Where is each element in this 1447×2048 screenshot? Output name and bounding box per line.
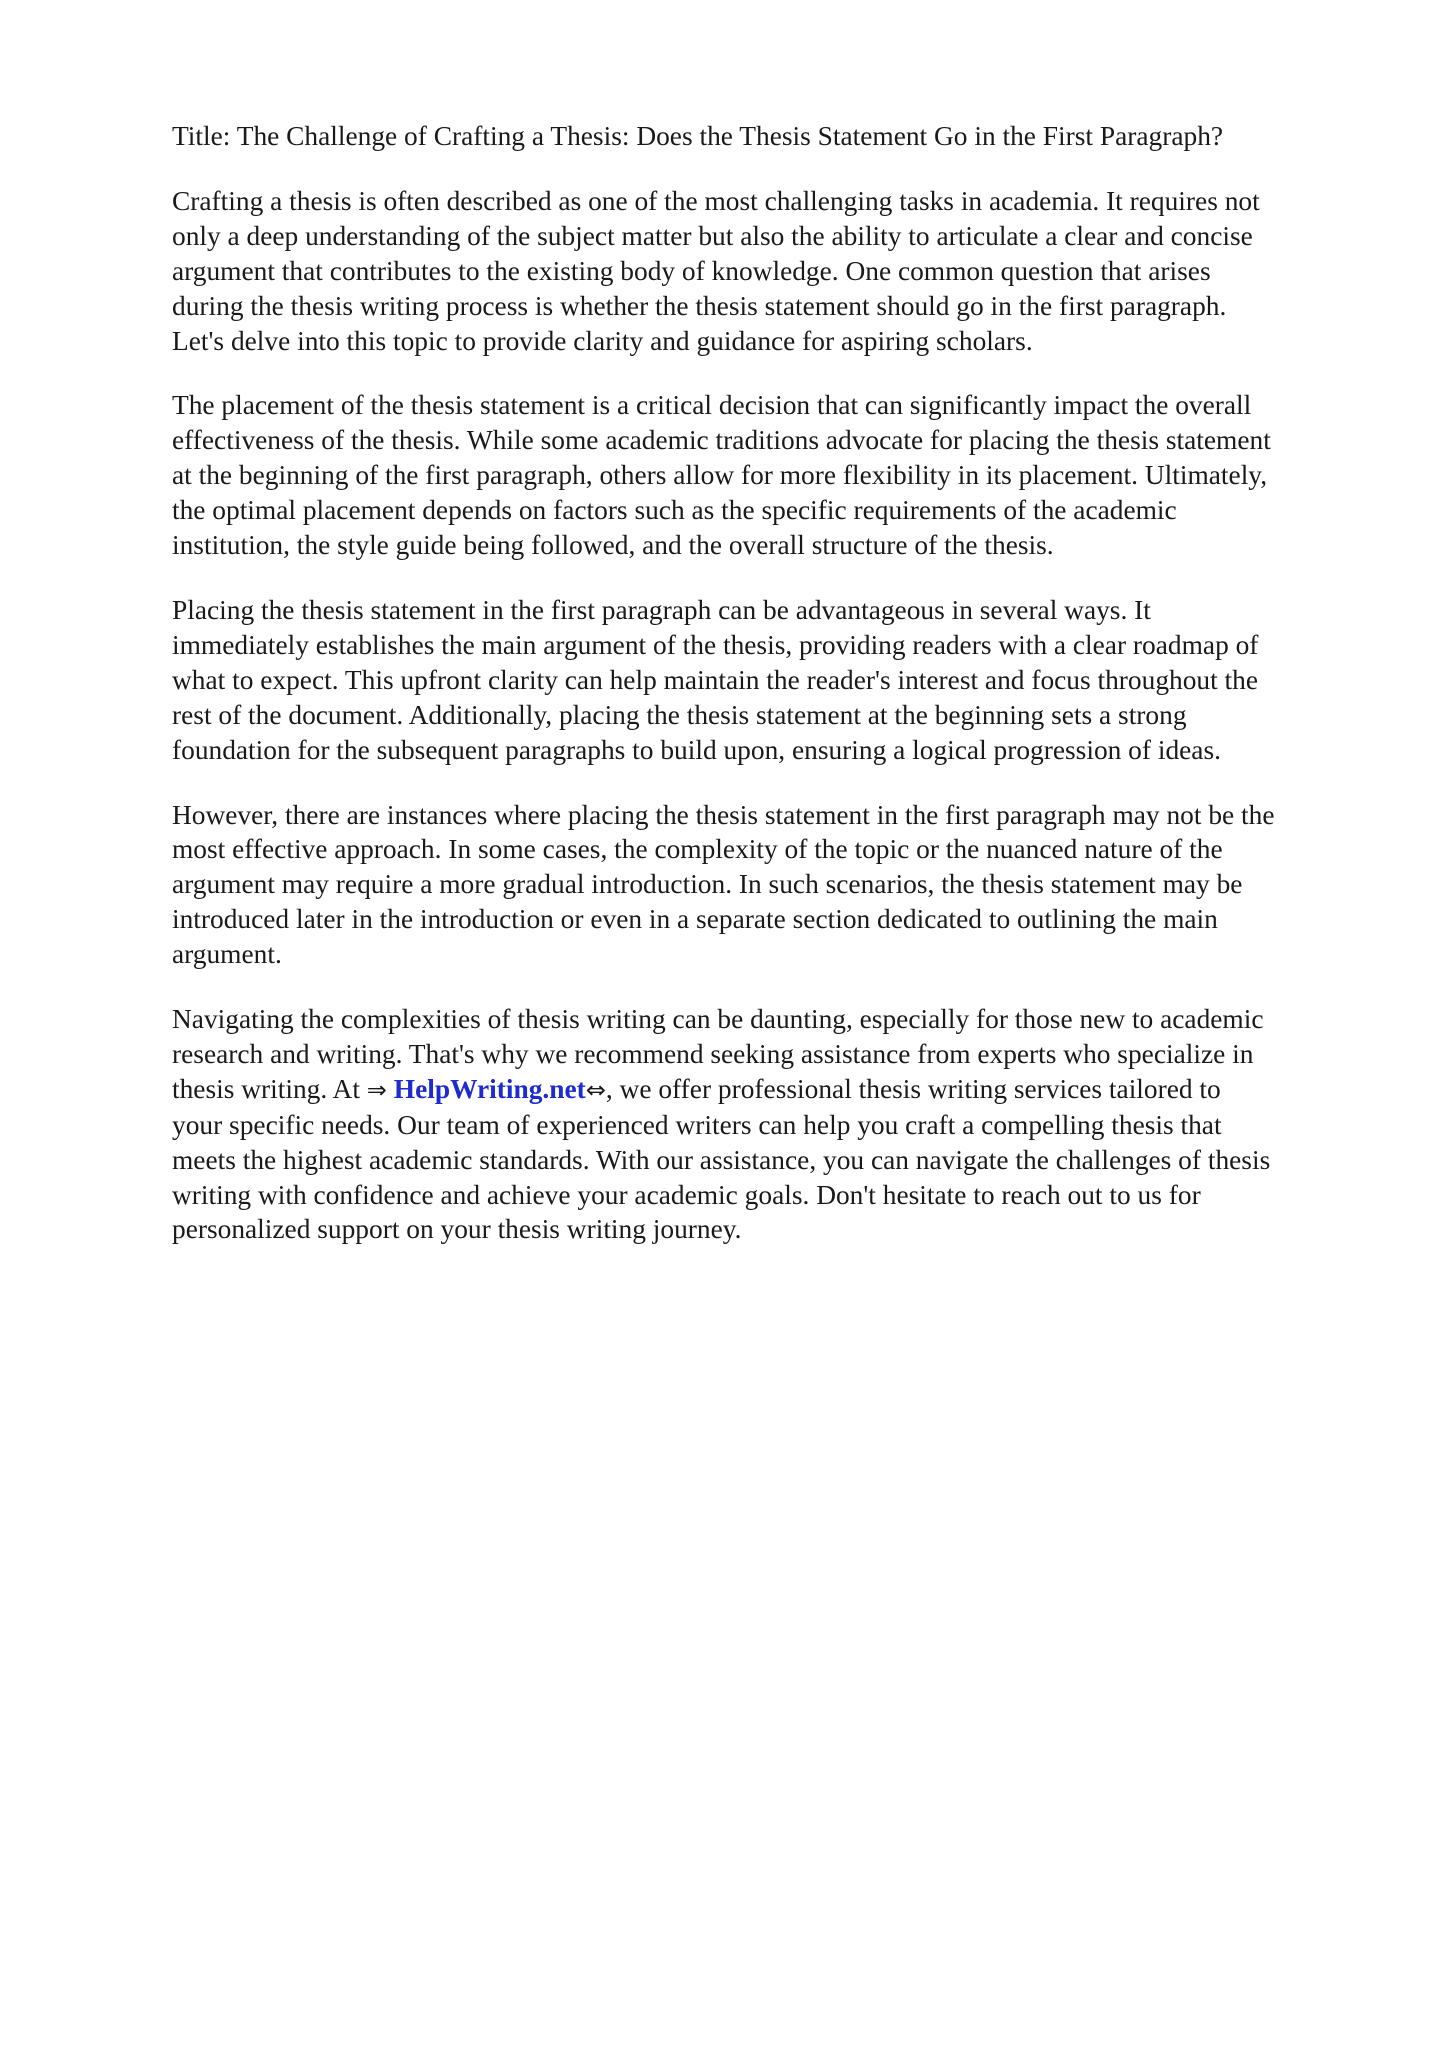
paragraph-line: institution, the style guide being followed, and the overall structure of the thesis. (172, 530, 1054, 561)
paragraph-2 (172, 388, 1372, 563)
paragraph-line: at the beginning of the first paragraph, others allow for more flexibility in its placement. Ultimately, (172, 460, 1268, 491)
paragraph-line-with-link (172, 1072, 1372, 1108)
paragraph-line: what to expect. This upfront clarity can help maintain the reader's interest and focus throughout the (172, 664, 1259, 695)
paragraph-line: foundation for the subsequent paragraphs to build upon, ensuring a logical progression of ideas. (172, 734, 1221, 765)
paragraph-3 (172, 593, 1372, 768)
helpwriting-link[interactable]: HelpWriting.net (393, 1073, 586, 1104)
paragraph-line: meets the highest academic standards. With our assistance, you can navigate the challenges of thesis (172, 1144, 1271, 1175)
paragraph-1 (172, 184, 1372, 359)
paragraph-line: writing with confidence and achieve your academic goals. Don't hesitate to reach out to us for (172, 1179, 1201, 1210)
paragraph-line: most effective approach. In some cases, the complexity of the topic or the nuanced nature of the (172, 834, 1223, 865)
paragraph-line: However, there are instances where placing the thesis statement in the first paragraph may not be the (172, 799, 1275, 830)
paragraph-line: your specific needs. Our team of experienced writers can help you craft a compelling thesis that (172, 1109, 1222, 1140)
paragraph-line: personalized support on your thesis writing journey. (172, 1214, 742, 1245)
paragraph-line: argument. (172, 939, 282, 970)
paragraph-line: introduced later in the introduction or even in a separate section dedicated to outlining the main (172, 904, 1218, 935)
left-right-double-arrow-icon: ⇔ (585, 1075, 606, 1104)
paragraph-line: rest of the document. Additionally, placing the thesis statement at the beginning sets a strong (172, 699, 1187, 730)
document-title: Title: The Challenge of Crafting a Thesis: Does the Thesis Statement Go in the First Paragraph? (172, 121, 1224, 151)
paragraph-line: immediately establishes the main argument of the thesis, providing readers with a clear roadmap of (172, 629, 1259, 660)
paragraph-line: The placement of the thesis statement is a critical decision that can significantly impact the overall (172, 390, 1252, 421)
paragraph-line: research and writing. That's why we recommend seeking assistance from experts who specialize in (172, 1038, 1254, 1069)
paragraph-line: Placing the thesis statement in the first paragraph can be advantageous in several ways. It (172, 594, 1151, 625)
paragraph-line: Crafting a thesis is often described as one of the most challenging tasks in academia. It requires not (172, 185, 1260, 216)
paragraph-line: Let's delve into this topic to provide clarity and guidance for aspiring scholars. (172, 325, 1033, 356)
paragraph-line: the optimal placement depends on factors such as the specific requirements of the academic (172, 495, 1177, 526)
paragraph-4 (172, 798, 1372, 973)
right-double-arrow-icon: ⇒ (366, 1075, 387, 1104)
paragraph-line: during the thesis writing process is whether the thesis statement should go in the first paragraph. (172, 290, 1227, 321)
paragraph-line: argument that contributes to the existing body of knowledge. One common question that arises (172, 255, 1211, 286)
paragraph-text: , we offer professional thesis writing services tailored to (605, 1073, 1221, 1104)
document-page (172, 119, 1372, 1277)
paragraph-text: thesis writing. At (172, 1073, 367, 1104)
paragraph-5 (172, 1002, 1372, 1247)
paragraph-line: effectiveness of the thesis. While some academic traditions advocate for placing the thesis statement (172, 425, 1271, 456)
paragraph-line: only a deep understanding of the subject matter but also the ability to articulate a clear and concise (172, 220, 1253, 251)
paragraph-line: Navigating the complexities of thesis writing can be daunting, especially for those new to academic (172, 1004, 1264, 1035)
paragraph-line: argument may require a more gradual introduction. In such scenarios, the thesis statement may be (172, 869, 1243, 900)
